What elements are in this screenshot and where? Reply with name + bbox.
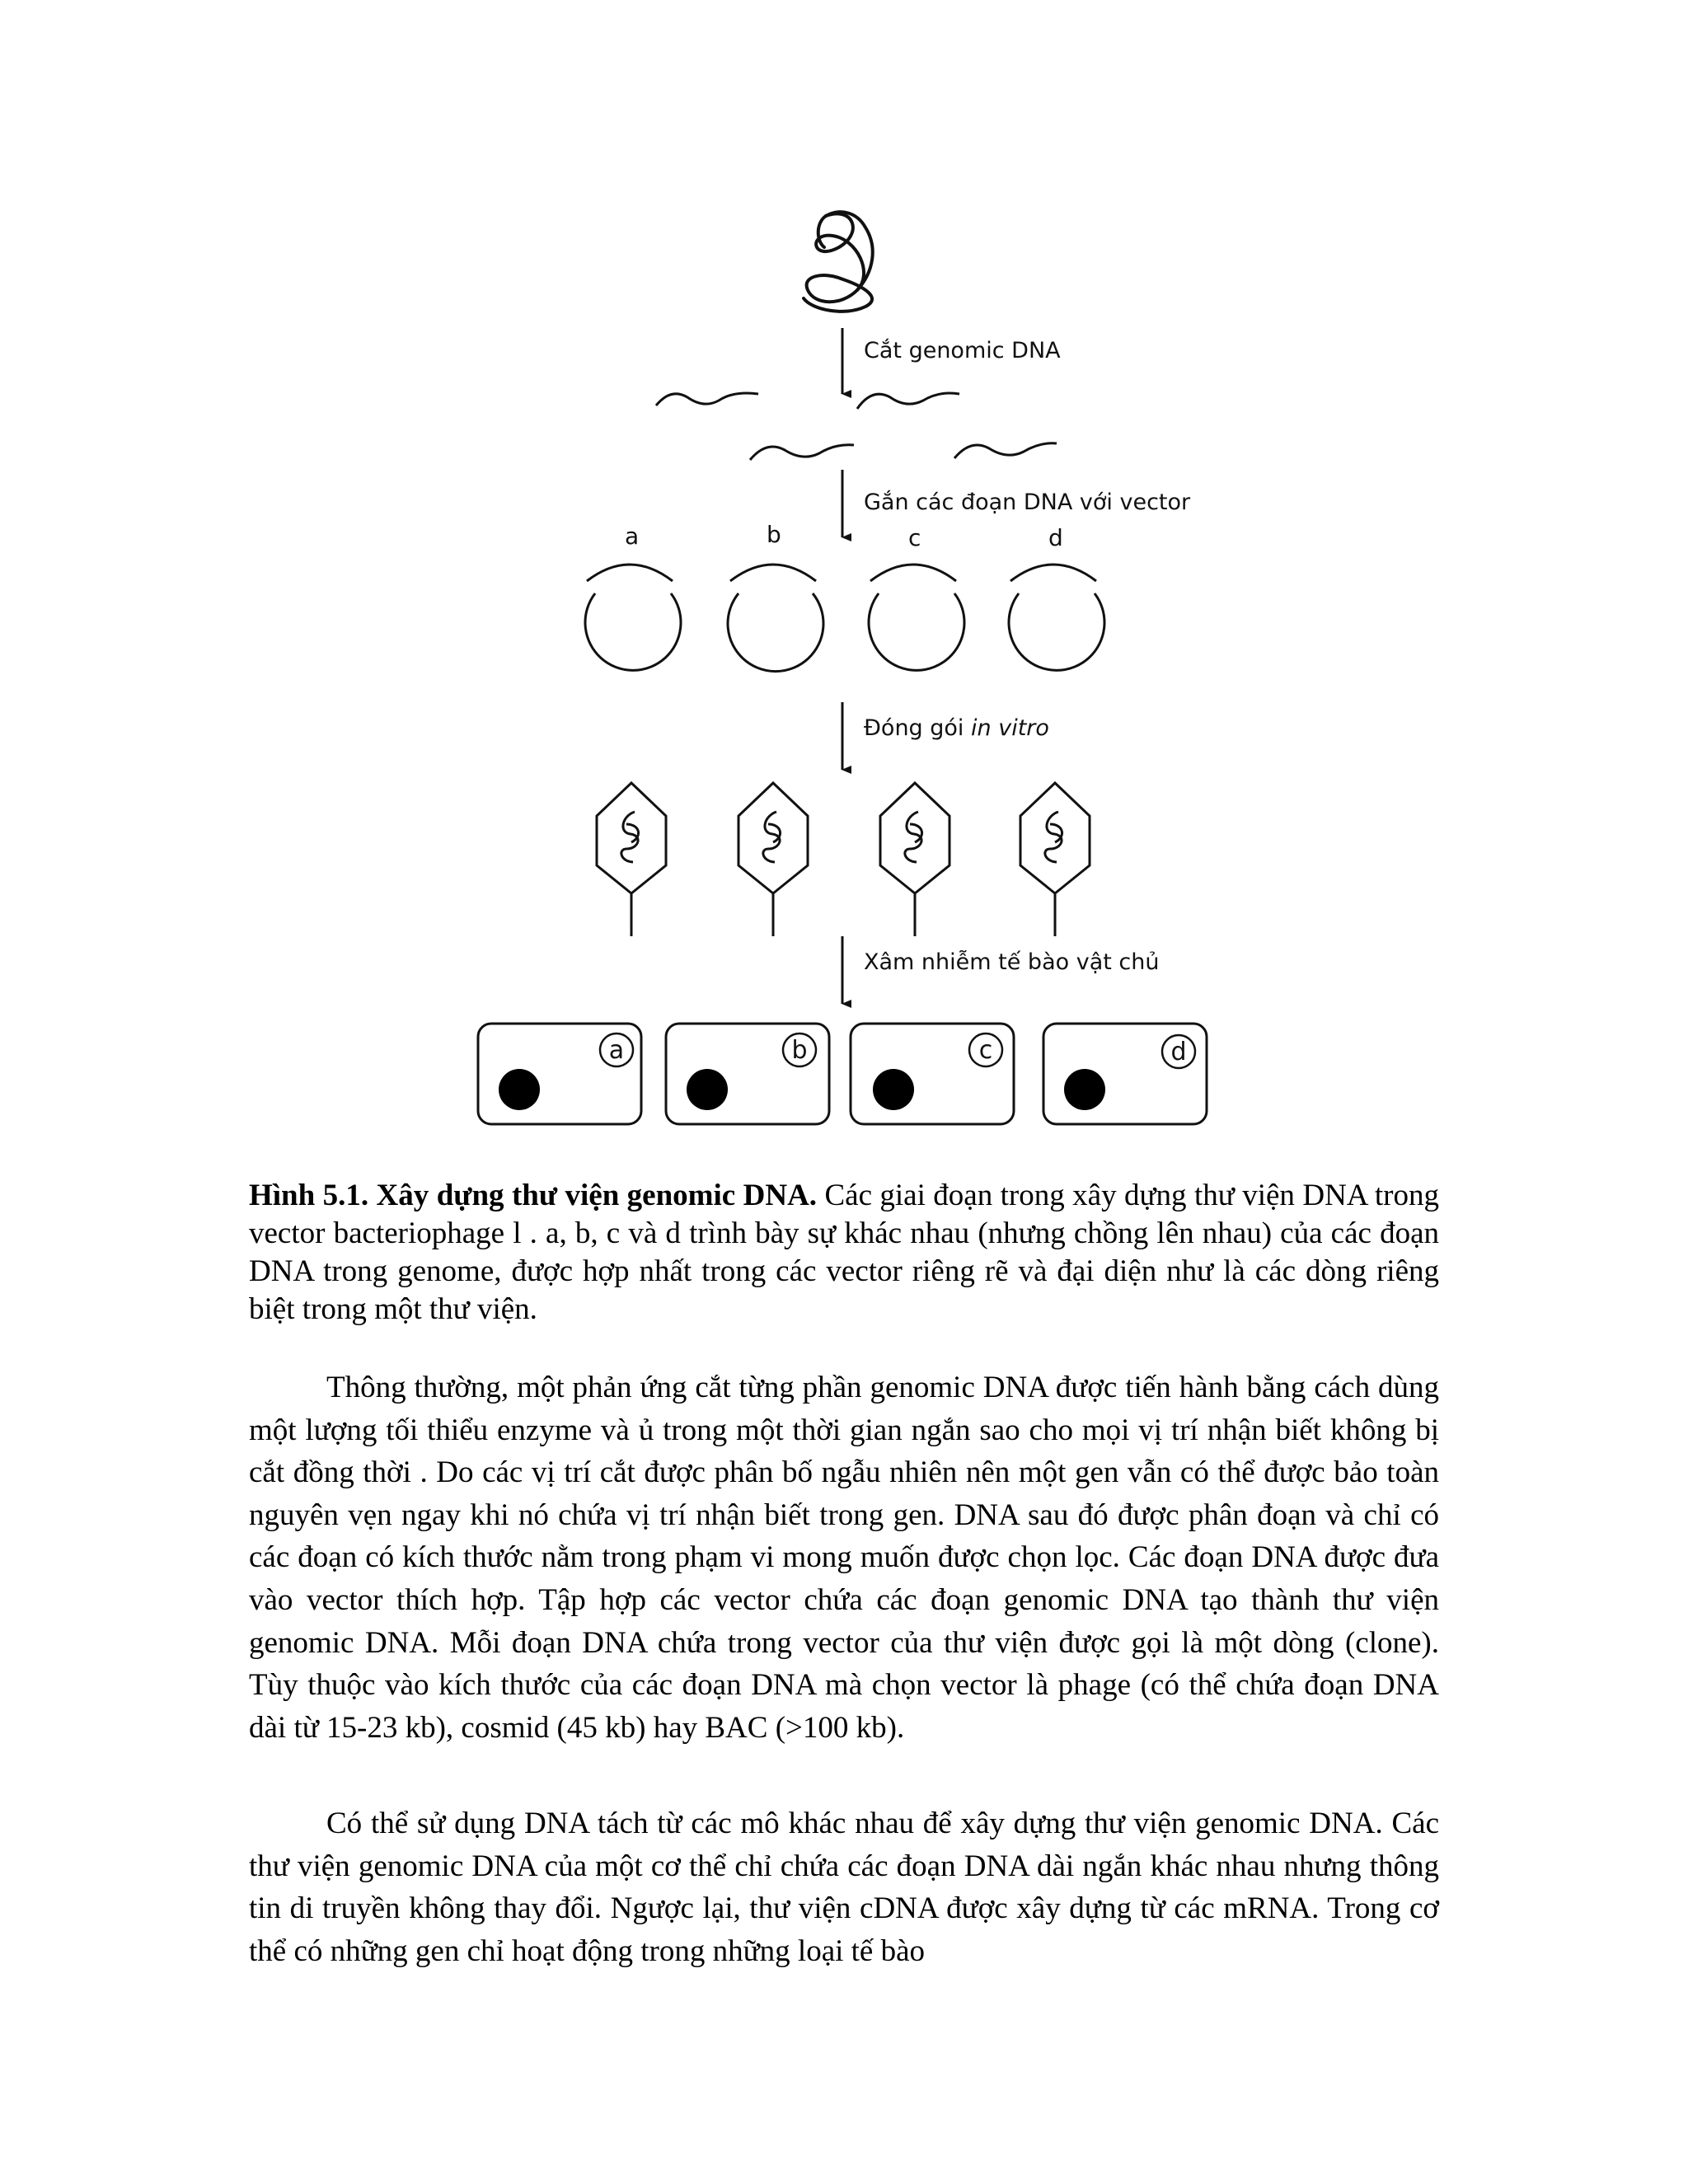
phage-d [1020,783,1090,936]
cell-label-b: b [791,1036,808,1065]
vector-label-a: a [625,523,640,550]
caption-text: Các giai đoạn trong xây dựng thư viện DNA trong vector bacteriophage l . a, b, c và d trình bày sự khác nhau (nhưng chồng lên nhau) của các đoạn DNA trong genome, được hợp nhất trong các vector riêng rẽ và đại diện như là các dòng riêng biệt trong một thư viện. [249,1179,1439,1326]
vector-label-d: d [1048,524,1063,551]
caption-title: Hình 5.1. Xây dựng thư viện genomic DNA. [249,1179,818,1212]
dna-fragment [656,393,758,405]
vector-label-c: c [908,524,921,551]
dna-fragment [954,443,1057,458]
vector-a [585,565,681,670]
genomic-dna-tangle [804,212,873,312]
dna-fragment [857,393,959,409]
cell-label-d: d [1170,1038,1187,1066]
vector-c [869,565,964,670]
step-label-package: Đóng gói in vitro [864,715,1049,741]
step-label-infect: Xâm nhiễm tế bào vật chủ [864,949,1160,975]
dna-fragments [656,393,1057,460]
dna-fragment [750,445,854,460]
vector-b [728,565,823,672]
phage-a [597,783,666,936]
figure-caption [249,1177,1439,1329]
vector-d [1009,565,1104,670]
cell-label-c: c [978,1036,993,1065]
body-paragraph-2: Có thể sử dụng DNA tách từ các mô khác nhau để xây dựng thư viện genomic DNA. Các thư viện genomic DNA của một cơ thể chỉ chứa các đoạn DNA dài ngắn khác nhau nhưng thông tin di truyền không thay đổi. Ngược lại, thư viện cDNA được xây dựng từ các mRNA. Trong cơ thể có những gen chỉ hoạt động trong những loại tế bào [249,1807,1439,1968]
step-label-cut: Cắt genomic DNA [864,338,1061,363]
vector-label-b: b [767,521,781,548]
vectors [585,565,1104,672]
phage-b [738,783,808,936]
host-cells [478,1024,1207,1124]
phage-c [880,783,950,936]
step-label-ligate: Gắn các đoạn DNA với vector [864,490,1191,515]
body-paragraph-1: Thông thường, một phản ứng cắt từng phần genomic DNA được tiến hành bằng cách dùng một lượng tối thiểu enzyme và ủ trong một thời gian ngắn sao cho mọi vị trí nhận biết không bị cắt đồng thời . Do các vị trí cắt được phân bố ngẫu nhiên nên một gen vẫn có thể được bảo toàn nguyên vẹn ngay khi nó chứa vị trí nhận biết trong gen. DNA sau đó được phân đoạn và chỉ có các đoạn có kích thước nằm trong phạm vi mong muốn được chọn lọc. Các đoạn DNA được đưa vào vector thích hợp. Tập hợp các vector chứa các đoạn genomic DNA tạo thành thư viện genomic DNA. Mỗi đoạn DNA chứa trong vector của thư viện được gọi là một dòng (clone). Tùy thuộc vào kích thước của các đoạn DNA mà chọn vector là phage (có thể chứa đoạn DNA dài từ 15-23 kb), cosmid (45 kb) hay BAC (>100 kb). [249,1371,1439,1745]
cell-label-a: a [608,1036,625,1065]
phage-particles [597,783,1090,936]
